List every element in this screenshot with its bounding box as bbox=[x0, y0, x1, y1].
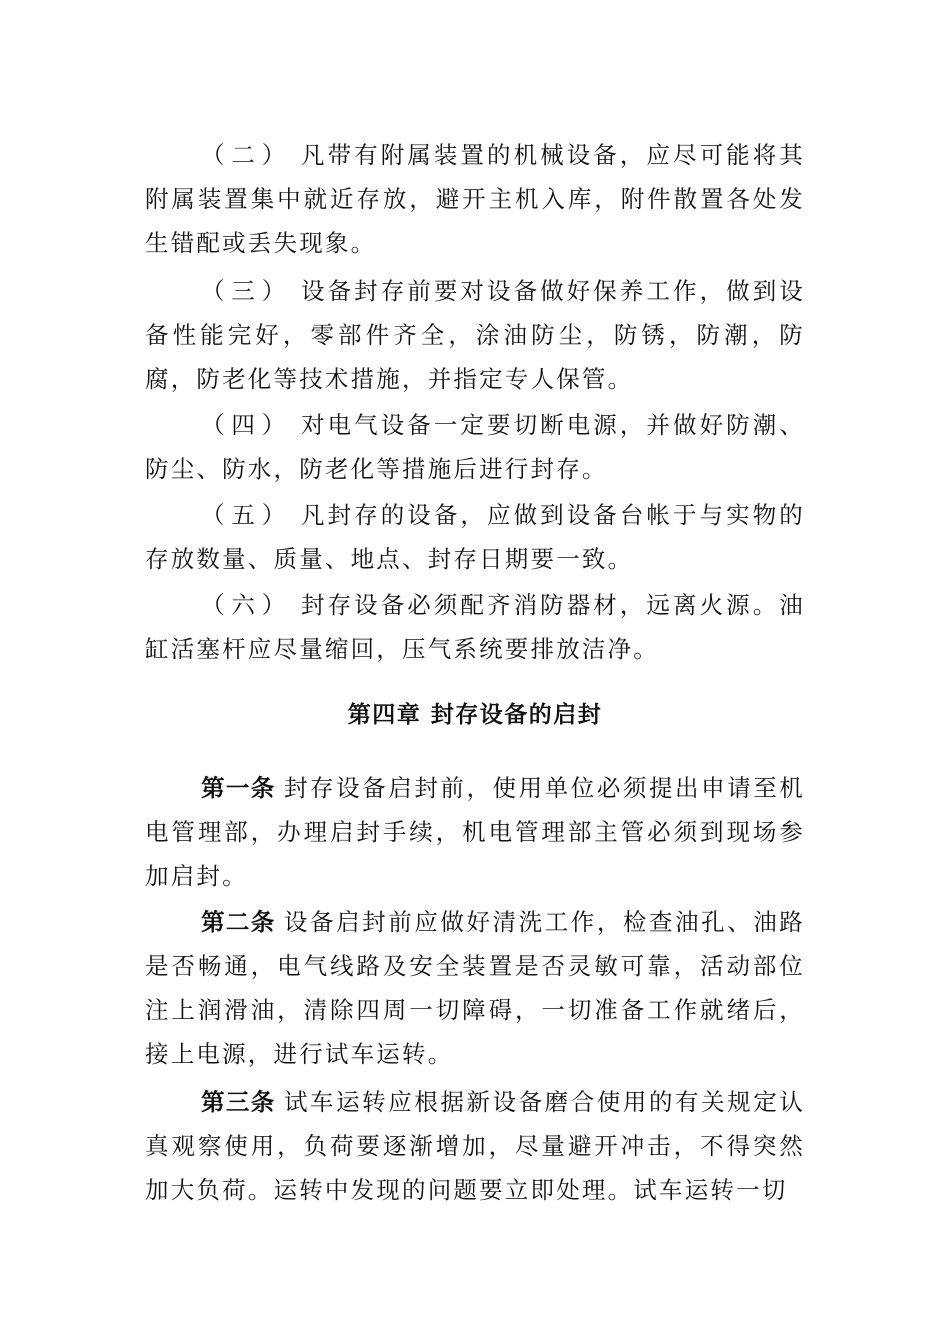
list-item bbox=[145, 403, 805, 491]
article-text: 封存设备启封前，使用单位必须提出申请至机电管理部，办理启封手续，机电管理部主管必须到现场参加启封。 bbox=[145, 774, 806, 890]
item-text: 凡带有附属装置的机械设备，应尽可能将其附属装置集中就近存放，避开主机入库，附件散置各处发生错配或丢失现象。 bbox=[145, 141, 805, 257]
article-text: 试车运转应根据新设备磨合使用的有关规定认真观察使用，负荷要逐渐增加，尽量避开冲击，不得突然加大负荷。运转中发现的问题要立即处理。试车运转一切 bbox=[145, 1088, 806, 1204]
list-item bbox=[145, 493, 805, 581]
item-number: （六） bbox=[201, 591, 293, 619]
article-label: 第三条 bbox=[201, 1088, 276, 1116]
item-text: 设备封存前要对设备做好保养工作，做到设备性能完好，零部件齐全，涂油防尘，防锈，防潮，防腐，防老化等技术措施，并指定专人保管。 bbox=[145, 277, 805, 393]
item-text: 凡封存的设备，应做到设备台帐于与实物的存放数量、质量、地点、封存日期要一致。 bbox=[145, 501, 805, 573]
item-number: （五） bbox=[201, 501, 293, 529]
article-text: 设备启封前应做好清洗工作，检查油孔、油路是否畅通，电气线路及安全装置是否灵敏可靠，活动部位注上润滑油，清除四周一切障碍，一切准备工作就绪后，接上电源，进行试车运转。 bbox=[145, 908, 806, 1068]
item-number: （四） bbox=[201, 411, 293, 439]
list-item bbox=[145, 583, 805, 671]
list-item bbox=[145, 133, 805, 265]
item-text: 封存设备必须配齐消防器材，远离火源。油缸活塞杆应尽量缩回，压气系统要排放洁净。 bbox=[145, 591, 805, 663]
article bbox=[145, 766, 805, 898]
article bbox=[145, 900, 805, 1076]
article-label: 第二条 bbox=[201, 908, 276, 936]
list-item bbox=[145, 269, 805, 401]
item-number: （二） bbox=[201, 141, 293, 169]
article-label: 第一条 bbox=[201, 774, 276, 802]
item-number: （三） bbox=[201, 277, 293, 305]
article bbox=[145, 1080, 805, 1212]
item-text: 对电气设备一定要切断电源，并做好防潮、防尘、防水，防老化等措施后进行封存。 bbox=[145, 411, 805, 483]
chapter-heading: 第四章 封存设备的启封 bbox=[347, 702, 603, 728]
